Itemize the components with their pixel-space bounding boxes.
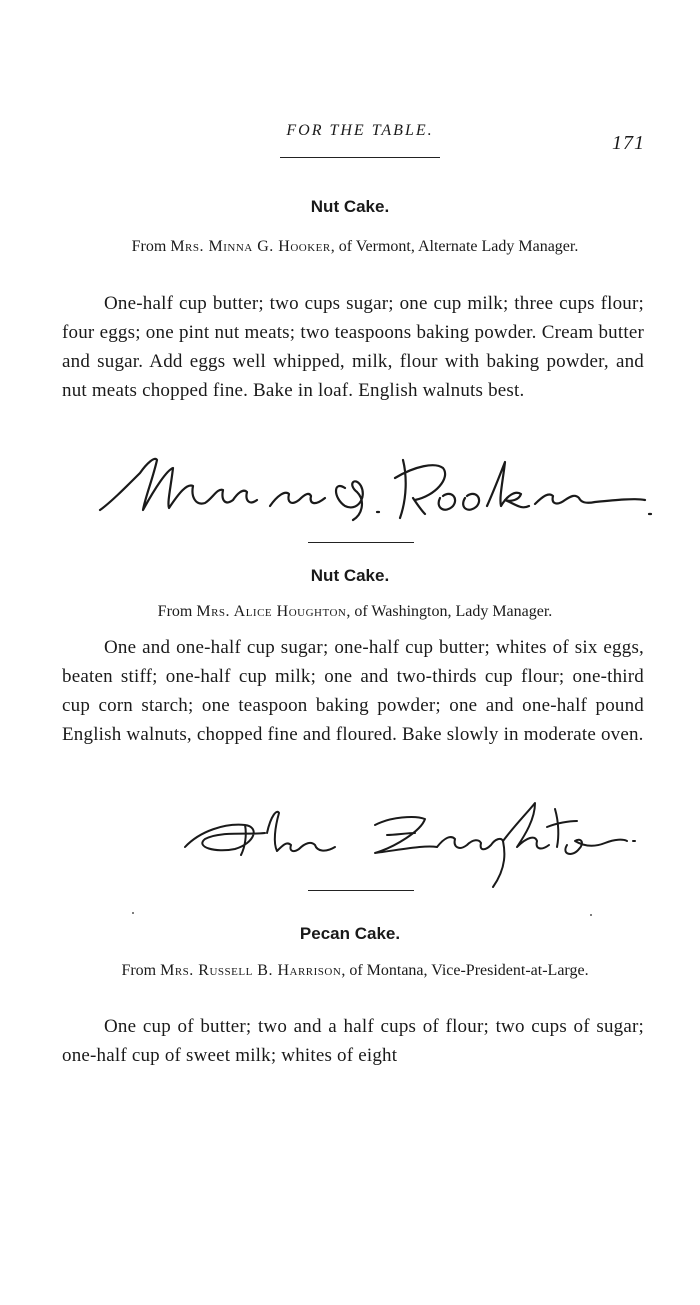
- recipe-attribution: From Mrs. Russell B. Harrison, of Montana, Vice-President-at-Large.: [121, 962, 589, 979]
- handwritten-signature: [95, 448, 655, 528]
- recipe-body: One cup of butter; two and a half cups of flour; two cups of sugar; one-half cup of sweet milk; whites of eight: [62, 1016, 644, 1066]
- recipe-body: One and one-half cup sugar; one-half cup butter; whites of six eggs, beaten stiff; one-half cup milk; one and two-thirds cup flour; one-third cup corn starch; one teaspoon baking powder; one and one-half pound English walnuts, chopped fine and floured. Bake slowly in moderate oven.: [62, 637, 644, 745]
- recipe-title: Pecan Cake.: [299, 924, 401, 943]
- section-rule: [308, 542, 414, 543]
- paper-speck: [132, 912, 134, 914]
- recipe-attribution: From Mrs. Minna G. Hooker, of Vermont, Alternate Lady Manager.: [131, 238, 579, 255]
- running-head: FOR THE TABLE.: [286, 122, 434, 139]
- contributor-name: Mrs. Russell B. Harrison: [160, 962, 342, 979]
- recipe-title: Nut Cake.: [310, 197, 390, 216]
- contributor-name: Mrs. Minna G. Hooker: [170, 238, 331, 255]
- page-number: 171: [612, 132, 645, 154]
- recipe-attribution: From Mrs. Alice Houghton, of Washington, Lady Manager.: [157, 603, 553, 620]
- contributor-name: Mrs. Alice Houghton: [196, 603, 347, 620]
- recipe-title: Nut Cake.: [310, 566, 390, 585]
- handwritten-signature: [175, 795, 655, 895]
- header-rule: [280, 157, 440, 158]
- paper-speck: [590, 914, 592, 916]
- recipe-body: One-half cup butter; two cups sugar; one cup milk; three cups flour; four eggs; one pint nut meats; two teaspoons baking powder. Cream butter and sugar. Add eggs well whipped, milk, flour with baking powder, and nut meats chopped fine. Bake in loaf. English walnuts best.: [62, 293, 644, 401]
- section-rule: [308, 890, 414, 891]
